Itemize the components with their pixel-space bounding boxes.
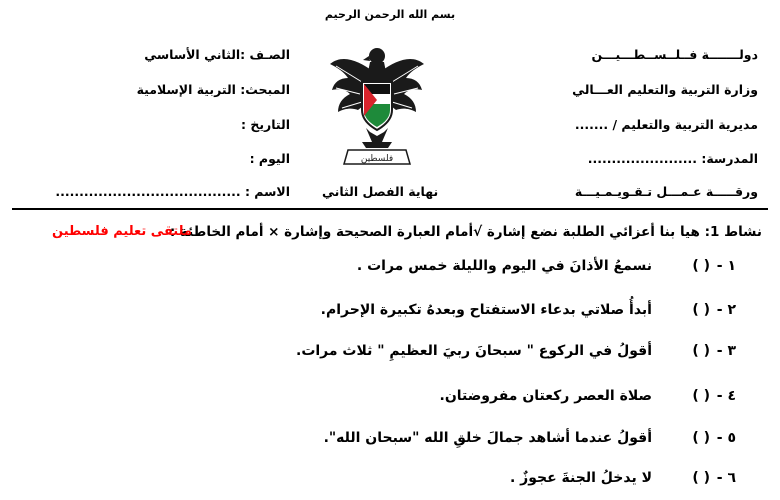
question-item: [296, 343, 736, 359]
question-text: أقولُ في الركوع " سبحانَ ربيَ العظيمِ " ثلاث مرات.: [296, 343, 652, 359]
question-number: ٢ -: [716, 302, 736, 318]
question-number: ٦ -: [716, 470, 736, 486]
answer-box[interactable]: ( ): [692, 430, 710, 446]
question-number: ٣ -: [716, 343, 736, 359]
date-field: التاريخ :: [240, 117, 290, 132]
palestine-eagle-emblem-icon: [328, 42, 426, 172]
grade-field: الصـف :الثاني الأساسي: [144, 47, 290, 62]
answer-box[interactable]: ( ): [692, 343, 710, 359]
school-field: المدرسة: .......................: [587, 151, 758, 166]
question-number: ٤ -: [716, 388, 736, 404]
basmala: بسم الله الرحمن الرحيم: [324, 8, 456, 21]
ministry-name: وزارة التربية والتعليم العـــالي: [572, 82, 758, 97]
question-number: ١ -: [716, 258, 736, 274]
answer-box[interactable]: ( ): [692, 470, 710, 486]
question-text: أقولُ عندما أشاهد جمالَ خلقِ الله "سبحان الله".: [323, 430, 652, 446]
question-text: أبدأُ صلاتي بدعاء الاستفتاح وبعدهُ تكبيرة الإحرام.: [320, 302, 652, 318]
emblem-text: فلسطين: [360, 154, 394, 164]
header-divider: [12, 208, 768, 210]
question-item: [321, 302, 736, 318]
worksheet-title: ورقـــــة عـمـــل تـقـويـمـيـــة: [574, 184, 758, 199]
answer-box[interactable]: ( ): [692, 388, 710, 404]
question-number: ٥ -: [716, 430, 736, 446]
answer-box[interactable]: ( ): [692, 302, 710, 318]
state-name: دولـــــــة فــلــســطـــيـــن: [591, 47, 758, 62]
question-item: [357, 258, 736, 274]
semester-label: نهاية الفصل الثاني: [322, 184, 439, 199]
directorate-name: مديرية التربية والتعليم / .......: [574, 117, 758, 132]
forum-label: ملتقى تعليم فلسطين: [52, 224, 192, 239]
question-text: صلاة العصر ركعتان مفروضتان.: [439, 388, 652, 404]
question-item: [324, 430, 736, 446]
answer-box[interactable]: ( ): [692, 258, 710, 274]
day-field: اليوم :: [249, 151, 290, 166]
activity-title: نشاط 1: هيا بنا أعزائي الطلبة نضع إشارة √أمام العبارة الصحيحة وإشارة × أمام الخاطئة :: [169, 224, 762, 240]
name-field: الاسم : .......................................: [55, 184, 290, 199]
question-item: [440, 388, 736, 404]
question-text: لا يدخلُ الجنةَ عجوزٌ .: [509, 470, 652, 486]
question-text: نسمعُ الأذانَ في اليوم والليلة خمس مرات .: [356, 258, 652, 274]
question-item: [510, 470, 736, 486]
subject-field: المبحث: التربية الإسلامية: [136, 82, 290, 97]
